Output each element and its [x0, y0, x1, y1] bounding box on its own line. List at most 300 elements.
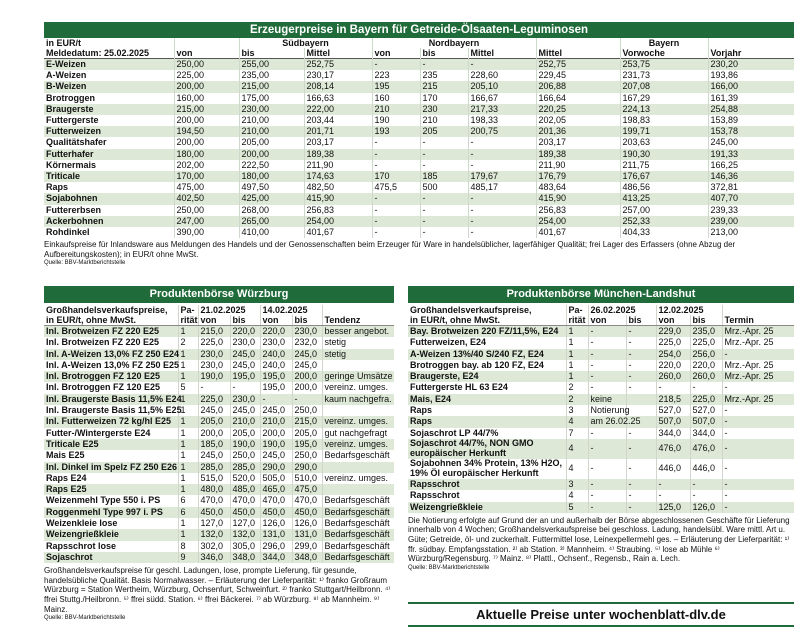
erzeugerpreise-cell: 201,36 [536, 126, 620, 137]
muenchen-cell: 126,0 [690, 502, 722, 513]
wuerzburg-cell: 245,0 [230, 405, 260, 416]
muenchen-table [408, 305, 794, 513]
erzeugerpreise-cell: 180,00 [239, 171, 304, 182]
muenchen-cell: Futterweizen, E24 [408, 337, 566, 348]
erzeugerpreise-cell: 225,00 [174, 70, 239, 81]
erzeugerpreise-cell: 205 [420, 126, 468, 137]
erzeugerpreise-cell: 256,83 [536, 205, 620, 216]
erzeugerpreise-row [44, 104, 794, 115]
wuerzburg-cell: 6 [178, 495, 198, 506]
wuerzburg-cell: 1 [178, 416, 198, 427]
wuerzburg-cell: 131,0 [292, 529, 322, 540]
erzeugerpreise-cell: 252,33 [620, 216, 708, 227]
muenchen-cell: - [588, 326, 626, 338]
ml-paritaet2: rität [566, 315, 588, 326]
erzeugerpreise-cell: 210 [420, 115, 468, 126]
erzeugerpreise-cell: 222,00 [304, 104, 372, 115]
wuerzburg-cell: 5 [178, 382, 198, 393]
wuerzburg-table [44, 305, 394, 563]
wuerzburg-cell: 348,0 [292, 552, 322, 563]
muenchen-row [408, 394, 794, 405]
wuerzburg-cell: Inl. Dinkel im Spelz FZ 250 E26 [46, 461, 178, 472]
erzeugerpreise-cell: 210,00 [239, 126, 304, 137]
wuerzburg-cell: 8 [178, 541, 198, 552]
wuerzburg-cell: 1 [178, 405, 198, 416]
wuerzburg-cell: Inl. Brotroggen FZ 120 E25 [44, 382, 178, 393]
erzeugerpreise-title: Erzeugerpreise in Bayern für Getreide-Ölsaaten-Leguminosen [44, 22, 794, 38]
erzeugerpreise-cell: Triticale [44, 171, 174, 182]
wuerzburg-cell: 299,0 [292, 541, 322, 552]
erzeugerpreise-cell: 203,17 [304, 137, 372, 148]
muenchen-cell: 1 [566, 337, 588, 348]
erzeugerpreise-cell: Futtergerste [44, 115, 174, 126]
wuerzburg-cell: Rapsschrot lose [44, 541, 178, 552]
muenchen-cell: - [588, 439, 626, 459]
muenchen-cell: 3 [566, 479, 588, 490]
wuerzburg-cell: 1 [178, 450, 198, 461]
wuerzburg-row [44, 541, 394, 552]
wuerzburg-cell [322, 405, 394, 416]
erzeugerpreise-cell: 250,00 [174, 205, 239, 216]
wuerzburg-cell: 230,0 [292, 326, 322, 338]
col-bis-nord: bis [420, 48, 468, 59]
muenchen-cell: 225,0 [690, 337, 722, 348]
wuerzburg-cell: 450,0 [198, 507, 230, 518]
erzeugerpreise-cell: 179,67 [468, 171, 536, 182]
wuerzburg-cell: 480,0 [198, 484, 230, 495]
erzeugerpreise-cell: Futtererbsen [44, 205, 174, 216]
wz-paritaet2: rität [178, 315, 198, 326]
muenchen-row [408, 459, 794, 479]
muenchen-cell: 344,0 [690, 428, 722, 439]
muenchen-cell: Braugerste, E24 [408, 371, 566, 382]
muenchen-cell: - [656, 382, 690, 393]
erzeugerpreise-cell: 483,64 [536, 182, 620, 193]
erzeugerpreise-cell: Rohdinkel [44, 227, 174, 238]
erzeugerpreise-cell: A-Weizen [44, 70, 174, 81]
ml-termin: Termin [722, 315, 794, 326]
muenchen-cell: - [588, 459, 626, 479]
erzeugerpreise-row [44, 205, 794, 216]
wuerzburg-cell: 205,0 [292, 428, 322, 439]
erzeugerpreise-cell: 220,25 [536, 104, 620, 115]
wuerzburg-cell: 195,0 [230, 371, 260, 382]
wuerzburg-cell: 285,0 [198, 462, 230, 473]
wuerzburg-cell: 1 [178, 529, 198, 540]
muenchen-cell: 1 [566, 349, 588, 360]
wuerzburg-row [44, 439, 394, 450]
muenchen-cell: 260,0 [656, 371, 690, 382]
muenchen-cell: - [690, 490, 722, 501]
muenchen-cell: - [626, 337, 656, 348]
muenchen-cell: - [626, 326, 656, 338]
wuerzburg-cell: 520,0 [230, 473, 260, 484]
ml-von2: von [656, 315, 690, 326]
wuerzburg-row [44, 382, 394, 393]
erzeugerpreise-cell: 146,36 [710, 171, 739, 182]
wuerzburg-cell: 245,0 [230, 349, 260, 360]
wuerzburg-row [44, 360, 394, 371]
erzeugerpreise-cell: 239,33 [710, 204, 739, 215]
wz-paritaet1: Pa- [178, 305, 198, 315]
erzeugerpreise-cell: - [420, 193, 468, 204]
erzeugerpreise-cell: 200,00 [174, 115, 239, 126]
muenchen-cell: - [724, 348, 728, 359]
muenchen-cell: 1 [566, 360, 588, 371]
erzeugerpreise-cell: - [420, 59, 468, 71]
wuerzburg-cell: 127,0 [230, 518, 260, 529]
wuerzburg-cell: 225,0 [198, 337, 230, 348]
erzeugerpreise-cell: 203,44 [304, 115, 372, 126]
muenchen-cell: Brotroggen bay. ab 120 FZ, E24 [408, 360, 566, 371]
muenchen-cell: - [724, 416, 728, 427]
col-von-nord: von [372, 48, 420, 59]
erzeugerpreise-row [44, 93, 794, 104]
wuerzburg-cell: 225,0 [198, 394, 230, 405]
erzeugerpreise-cell: 210 [372, 104, 420, 115]
wuerzburg-cell: 1 [178, 462, 198, 473]
wuerzburg-cell: 450,0 [260, 507, 292, 518]
muenchen-cell: - [588, 337, 626, 348]
wuerzburg-row [44, 495, 394, 506]
wuerzburg-row [44, 337, 394, 348]
wuerzburg-cell: 515,0 [198, 473, 230, 484]
wuerzburg-cell: 465,0 [260, 484, 292, 495]
muenchen-cell: - [626, 490, 656, 501]
muenchen-cell: 4 [566, 416, 588, 427]
wz-head1: Großhandelsverkaufspreise, [44, 305, 178, 315]
erzeugerpreise-cell: 193 [372, 126, 420, 137]
erzeugerpreise-cell: - [372, 137, 420, 148]
muenchen-row [408, 337, 794, 348]
muenchen-cell: - [626, 360, 656, 371]
head-bayern: Bayern [620, 38, 708, 48]
wz-date2: 14.02.2025 [260, 305, 322, 315]
erzeugerpreise-cell: 265,00 [239, 216, 304, 227]
muenchen-cell: - [626, 349, 656, 360]
erzeugerpreise-cell: 200,75 [468, 126, 536, 137]
wuerzburg-cell [322, 484, 394, 495]
wuerzburg-cell: 210,0 [260, 416, 292, 427]
wuerzburg-cell: vereinz. umges. [324, 416, 389, 427]
erzeugerpreise-cell: 185 [420, 171, 468, 182]
wuerzburg-row [44, 349, 394, 360]
col-vorjahr: Vorjahr [710, 48, 742, 58]
wuerzburg-row [44, 507, 394, 518]
wuerzburg-cell: vereinz. umges. [324, 472, 389, 483]
muenchen-cell: - [690, 382, 722, 393]
wuerzburg-cell: Inl. Braugerste Basis 11,5% E25 [46, 405, 182, 416]
erzeugerpreise-cell: 245,00 [710, 137, 739, 148]
erzeugerpreise-row [44, 171, 794, 182]
erzeugerpreise-row [44, 193, 794, 204]
erzeugerpreise-cell: 205,10 [468, 81, 536, 92]
muenchen-cell: Bay. Brotweizen 220 FZ/11,5%, E24 [408, 326, 566, 338]
muenchen-cell: 218,5 [656, 394, 690, 405]
wuerzburg-cell: 1 [178, 371, 198, 382]
website-link[interactable]: Aktuelle Preise unter wochenblatt-dlv.de [408, 602, 794, 627]
muenchen-cell: 260,0 [690, 371, 722, 382]
muenchen-row [408, 416, 794, 427]
wuerzburg-cell: 470,0 [292, 495, 322, 506]
erzeugerpreise-cell: 390,00 [174, 227, 239, 238]
ml-head2: in EUR/t, ohne MwSt. [408, 315, 566, 326]
wuerzburg-cell: Weizenmehl Type 550 i. PS [44, 495, 178, 506]
erzeugerpreise-cell: Raps [44, 182, 174, 193]
ml-von1: von [588, 315, 626, 326]
wuerzburg-cell: 215,0 [292, 416, 322, 427]
erzeugerpreise-cell: - [372, 227, 420, 238]
wuerzburg-cell: Bedarfsgeschäft [324, 506, 390, 517]
wuerzburg-cell: 250,0 [292, 405, 322, 416]
wz-bis1: bis [230, 315, 260, 326]
wuerzburg-cell: Inl. Brotweizen FZ 220 E25 [44, 337, 178, 348]
ml-bis1: bis [626, 315, 656, 326]
wuerzburg-cell: Inl. Brotroggen FZ 120 E25 [44, 371, 178, 382]
wuerzburg-cell: 344,0 [260, 552, 292, 563]
muenchen-cell: Futtergerste HL 63 E24 [408, 382, 566, 393]
erzeugerpreise-cell: Futterweizen [44, 126, 174, 137]
muenchen-cell: - [724, 443, 728, 454]
muenchen-cell: 2 [566, 394, 588, 405]
muenchen-cell: - [588, 502, 626, 513]
wuerzburg-cell: 127,0 [198, 518, 230, 529]
erzeugerpreise-cell: 153,78 [710, 126, 739, 137]
erzeugerpreise-cell: 254,00 [304, 216, 372, 227]
wuerzburg-cell: Futter-/Wintergerste E24 [44, 428, 178, 439]
wuerzburg-cell: 185,0 [198, 439, 230, 450]
erzeugerpreise-cell: 402,50 [174, 193, 239, 204]
wuerzburg-cell: 290,0 [260, 462, 292, 473]
wuerzburg-cell: 215,0 [198, 326, 230, 338]
muenchen-cell: Mrz.-Apr. 25 [724, 359, 774, 370]
erzeugerpreise-cell: 224,13 [620, 104, 708, 115]
muenchen-cell: 235,0 [690, 326, 722, 338]
wuerzburg-row [44, 450, 394, 461]
wuerzburg-cell: Inl. A-Weizen 13,0% FZ 250 E24 [46, 348, 180, 359]
muenchen-cell: - [724, 478, 728, 489]
wuerzburg-cell: 126,0 [292, 518, 322, 529]
muenchen-cell: Mais, E24 [408, 394, 566, 405]
wuerzburg-cell: 510,0 [292, 473, 322, 484]
wuerzburg-cell: stetig [324, 348, 347, 359]
wuerzburg-cell: 195,0 [260, 371, 292, 382]
wuerzburg-cell: gut nachgefragt [324, 427, 388, 438]
erzeugerpreise-cell: 210,00 [239, 115, 304, 126]
wuerzburg-cell: 470,0 [198, 495, 230, 506]
wuerzburg-cell: 205,0 [230, 428, 260, 439]
wz-bis2: bis [292, 315, 322, 326]
erzeugerpreise-cell: 215,00 [174, 104, 239, 115]
erzeugerpreise-cell: 202,05 [536, 115, 620, 126]
muenchen-row [408, 349, 794, 360]
muenchen-cell: Mrz.-Apr. 25 [724, 326, 774, 336]
erzeugerpreise-cell: 229,45 [536, 70, 620, 81]
erzeugerpreise-cell: 174,63 [304, 171, 372, 182]
wuerzburg-cell: kaum nachgefra. [324, 393, 392, 404]
wuerzburg-cell: 2 [178, 337, 198, 348]
muenchen-row [408, 326, 794, 338]
wuerzburg-cell: 302,0 [198, 541, 230, 552]
wuerzburg-cell: stetig [324, 337, 347, 348]
wuerzburg-cell: 190,0 [230, 439, 260, 450]
erzeugerpreise-cell: 485,17 [468, 182, 536, 193]
wuerzburg-cell: 505,0 [260, 473, 292, 484]
wuerzburg-cell: 195,0 [292, 439, 322, 450]
erzeugerpreise-cell: 228,60 [468, 70, 536, 81]
wuerzburg-cell: Bedarfsgeschäft [324, 529, 390, 540]
muenchen-cell: 507,0 [656, 416, 690, 427]
wuerzburg-cell: 195,0 [260, 382, 292, 393]
wuerzburg-cell: 475,0 [292, 484, 322, 495]
erzeugerpreise-cell: 230 [420, 104, 468, 115]
muenchen-cell: - [724, 501, 728, 512]
erzeugerpreise-cell: 170 [372, 171, 420, 182]
wuerzburg-cell: 200,0 [198, 428, 230, 439]
muenchen-row [408, 371, 794, 382]
erzeugerpreise-cell: 200,00 [239, 149, 304, 160]
erzeugerpreise-row [44, 115, 794, 126]
erzeugerpreise-row [44, 182, 794, 193]
erzeugerpreise-cell: 410,00 [239, 227, 304, 238]
wuerzburg-cell: 245,0 [292, 349, 322, 360]
wuerzburg-cell: Raps E24 [44, 473, 178, 484]
muenchen-title: Produktenbörse München-Landshut [408, 286, 794, 303]
wuerzburg-cell: 205,0 [198, 416, 230, 427]
erzeugerpreise-cell: 230,00 [239, 104, 304, 115]
erzeugerpreise-cell: - [468, 149, 536, 160]
erzeugerpreise-cell: Qualitätshafer [44, 137, 174, 148]
wuerzburg-cell: besser angebot. [324, 326, 390, 336]
erzeugerpreise-cell: 211,90 [304, 160, 372, 171]
muenchen-cell: - [588, 382, 626, 393]
erzeugerpreise-cell: 191,33 [710, 148, 739, 159]
wuerzburg-cell: 1 [178, 484, 198, 495]
muenchen-cell: Rapsschrot [408, 490, 566, 501]
wuerzburg-cell: 245,0 [260, 405, 292, 416]
muenchen-cell: 4 [566, 439, 588, 459]
erzeugerpreise-cell: 252,75 [304, 59, 372, 71]
wuerzburg-cell: 220,0 [230, 326, 260, 338]
muenchen-cell: 3 [566, 405, 588, 416]
wuerzburg-cell: 230,0 [198, 360, 230, 371]
wuerzburg-cell [322, 360, 394, 371]
erzeugerpreise-cell: 190,30 [620, 149, 708, 160]
muenchen-cell: - [626, 371, 656, 382]
erzeugerpreise-cell: 235,00 [239, 70, 304, 81]
erzeugerpreise-cell: 222,50 [239, 160, 304, 171]
erzeugerpreise-cell: 372,81 [710, 182, 739, 193]
wuerzburg-cell: 1 [178, 473, 198, 484]
muenchen-cell: 5 [566, 502, 588, 513]
muenchen-cell: 220,0 [690, 360, 722, 371]
col-mittel-nord: Mittel [468, 48, 536, 59]
wuerzburg-row [44, 529, 394, 540]
muenchen-cell: Weizengrießkleie [408, 502, 566, 513]
erzeugerpreise-cell: 198,33 [468, 115, 536, 126]
erzeugerpreise-cell: 160 [372, 93, 420, 104]
erzeugerpreise-cell: 255,00 [239, 59, 304, 71]
wuerzburg-cell: 470,0 [260, 495, 292, 506]
erzeugerpreise-cell: 194,50 [174, 126, 239, 137]
muenchen-cell: 256,0 [690, 349, 722, 360]
wuerzburg-cell: Bedarfsgeschäft [324, 518, 390, 529]
wuerzburg-cell: 190,0 [198, 371, 230, 382]
erzeugerpreise-cell: 189,38 [304, 149, 372, 160]
wuerzburg-cell: geringe Umsätze [324, 371, 393, 382]
muenchen-cell: 507,0 [690, 416, 722, 427]
wuerzburg-cell: Triticale E25 [44, 439, 178, 450]
erzeugerpreise-cell: 215,00 [239, 81, 304, 92]
muenchen-row [408, 382, 794, 393]
head-nordbayern: Nordbayern [372, 38, 536, 48]
erzeugerpreise-row [44, 81, 794, 92]
erzeugerpreise-cell: - [420, 149, 468, 160]
wuerzburg-footnote: Großhandelsverkaufspreise für geschl. Ladungen, lose, prompte Lieferung, für gesunde, handelsübliche Qualität. Basis Normalwasser. – Erläuterung der Lieferparität: ¹⁾ franko Großraum Würzburg = Station Wertheim, Würzburg, Ochsenfurt, Schweinfurt. ²⁾ franko Stuttgart/Heilbronn. ⁴⁾ ffrei Stuttg./Heilbronn. ⁵⁾ ffrei südd. Station. ⁶⁾ ffrei Bäckerei. ⁷⁾ ab Würzburg. ⁸⁾ ab Mannheim. ⁹⁾ Mainz. [44, 566, 391, 614]
muenchen-cell: - [588, 349, 626, 360]
erzeugerpreise-cell: 256,83 [304, 205, 372, 216]
muenchen-cell: Rapsschrot [408, 479, 566, 490]
ml-date1: 26.02.2025 [588, 305, 656, 315]
erzeugerpreise-cell: 193,86 [710, 70, 739, 81]
muenchen-cell: am 26.02.25 [588, 416, 626, 427]
muenchen-cell: - [690, 479, 722, 490]
erzeugerpreise-cell: 404,33 [620, 227, 708, 238]
muenchen-cell: Raps [408, 416, 566, 427]
wuerzburg-cell: Mais E25 [44, 450, 178, 461]
wuerzburg-cell: 250,0 [292, 450, 322, 461]
wuerzburg-row [44, 462, 394, 473]
erzeugerpreise-cell: 170 [420, 93, 468, 104]
muenchen-cell: keine [588, 394, 626, 405]
erzeugerpreise-cell: 161,39 [710, 92, 739, 103]
muenchen-cell: 225,0 [690, 394, 722, 405]
wuerzburg-cell: Inl. Brotweizen FZ 220 E25 [44, 326, 178, 338]
wuerzburg-cell: 285,0 [230, 462, 260, 473]
muenchen-cell: 220,0 [656, 360, 690, 371]
muenchen-cell: A-Weizen 13%/40 S/240 FZ, E24 [408, 349, 566, 360]
muenchen-cell: 229,0 [656, 326, 690, 338]
wuerzburg-cell: 230,0 [230, 394, 260, 405]
muenchen-row [408, 428, 794, 439]
erzeugerpreise-cell: 247,00 [174, 216, 239, 227]
muenchen-cell: 125,0 [656, 502, 690, 513]
muenchen-cell: - [724, 490, 728, 501]
wuerzburg-row [44, 394, 394, 405]
wuerzburg-row [44, 405, 394, 416]
muenchen-cell: 527,0 [690, 405, 722, 416]
muenchen-cell: - [626, 502, 656, 513]
wuerzburg-cell: 190,0 [260, 439, 292, 450]
erzeugerpreise-cell: 205,00 [239, 137, 304, 148]
erzeugerpreise-cell: 189,38 [536, 149, 620, 160]
wz-date1: 21.02.2025 [198, 305, 260, 315]
erzeugerpreise-cell: 486,56 [620, 182, 708, 193]
muenchen-cell: - [724, 427, 728, 438]
erzeugerpreise-cell: - [372, 216, 420, 227]
erzeugerpreise-cell: 253,75 [620, 59, 708, 71]
erzeugerpreise-cell: 230,20 [710, 59, 739, 69]
muenchen-row [408, 439, 794, 459]
erzeugerpreise-table [44, 38, 794, 238]
erzeugerpreise-row [44, 216, 794, 227]
erzeugerpreise-row [44, 160, 794, 171]
wuerzburg-cell: 450,0 [292, 507, 322, 518]
ml-date2: 12.02.2025 [656, 305, 722, 315]
erzeugerpreise-cell: 254,00 [536, 216, 620, 227]
erzeugerpreise-cell: E-Weizen [44, 59, 174, 71]
erzeugerpreise-cell: 203,63 [620, 137, 708, 148]
